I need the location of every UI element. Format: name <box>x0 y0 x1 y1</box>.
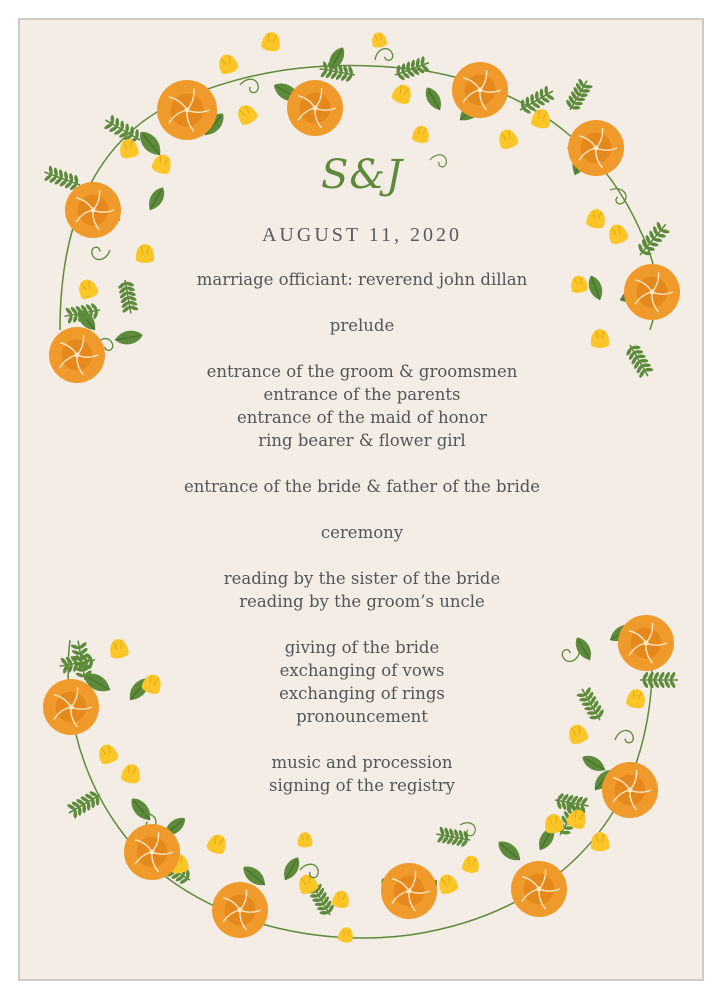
orange-flower-icon <box>287 80 343 136</box>
program-group <box>0 636 724 728</box>
fern-icon <box>435 825 472 848</box>
program-line: entrance of the groom & groomsmen <box>206 362 518 381</box>
program-group <box>0 751 724 797</box>
fern-icon <box>392 54 432 83</box>
yellow-bud-icon <box>371 31 388 49</box>
orange-flower-icon <box>124 824 180 880</box>
program-line: music and procession <box>271 753 453 772</box>
program-line: pronouncement <box>296 707 428 726</box>
program-group <box>0 360 724 452</box>
program-line: reading by the sister of the bride <box>223 569 501 588</box>
orange-flower-icon <box>212 882 268 938</box>
orange-flower-icon <box>157 80 217 140</box>
yellow-bud-icon <box>411 124 430 144</box>
yellow-bud-icon <box>390 82 414 106</box>
yellow-bud-icon <box>205 832 229 856</box>
monogram: S&J <box>320 152 404 198</box>
vine-swirl <box>240 79 258 92</box>
program-line: ceremony <box>320 523 404 542</box>
program-list <box>0 268 724 820</box>
orange-flower-icon <box>452 62 508 118</box>
program-line: entrance of the bride & father of the bride <box>183 477 541 496</box>
program-line: giving of the bride <box>284 638 440 657</box>
yellow-bud-icon <box>337 926 354 944</box>
yellow-bud-icon <box>461 854 480 874</box>
yellow-bud-icon <box>261 31 282 53</box>
program-group <box>0 314 724 337</box>
program-line: exchanging of vows <box>279 661 445 680</box>
yellow-bud-icon <box>531 108 552 130</box>
program-line: entrance of the parents <box>263 385 461 404</box>
yellow-bud-icon <box>591 832 609 851</box>
yellow-bud-icon <box>216 52 240 76</box>
yellow-bud-icon <box>331 889 350 909</box>
program-line: exchanging of rings <box>279 684 445 703</box>
program-line: signing of the registry <box>269 776 455 795</box>
fern-icon <box>562 76 594 114</box>
orange-flower-icon <box>511 861 567 917</box>
program-line: entrance of the maid of honor <box>236 408 488 427</box>
program-group <box>0 521 724 544</box>
program-line: reading by the groom’s uncle <box>239 592 485 611</box>
yellow-bud-icon <box>496 127 520 151</box>
program-group <box>0 268 724 291</box>
leaf-icon <box>494 837 524 865</box>
leaf-icon <box>280 854 304 883</box>
vine-swirl <box>372 46 394 67</box>
leaf-icon <box>422 84 446 113</box>
program-line: ring bearer & flower girl <box>258 431 466 450</box>
program-group <box>0 475 724 498</box>
yellow-bud-icon <box>298 832 313 847</box>
program-line: prelude <box>329 316 395 335</box>
program-line: marriage officiant: reverend john dillan <box>196 270 528 289</box>
yellow-bud-icon <box>234 102 259 128</box>
orange-flower-icon <box>381 863 437 919</box>
yellow-bud-icon <box>436 872 460 896</box>
program-group <box>0 567 724 613</box>
wedding-date: AUGUST 11, 2020 <box>261 224 462 246</box>
